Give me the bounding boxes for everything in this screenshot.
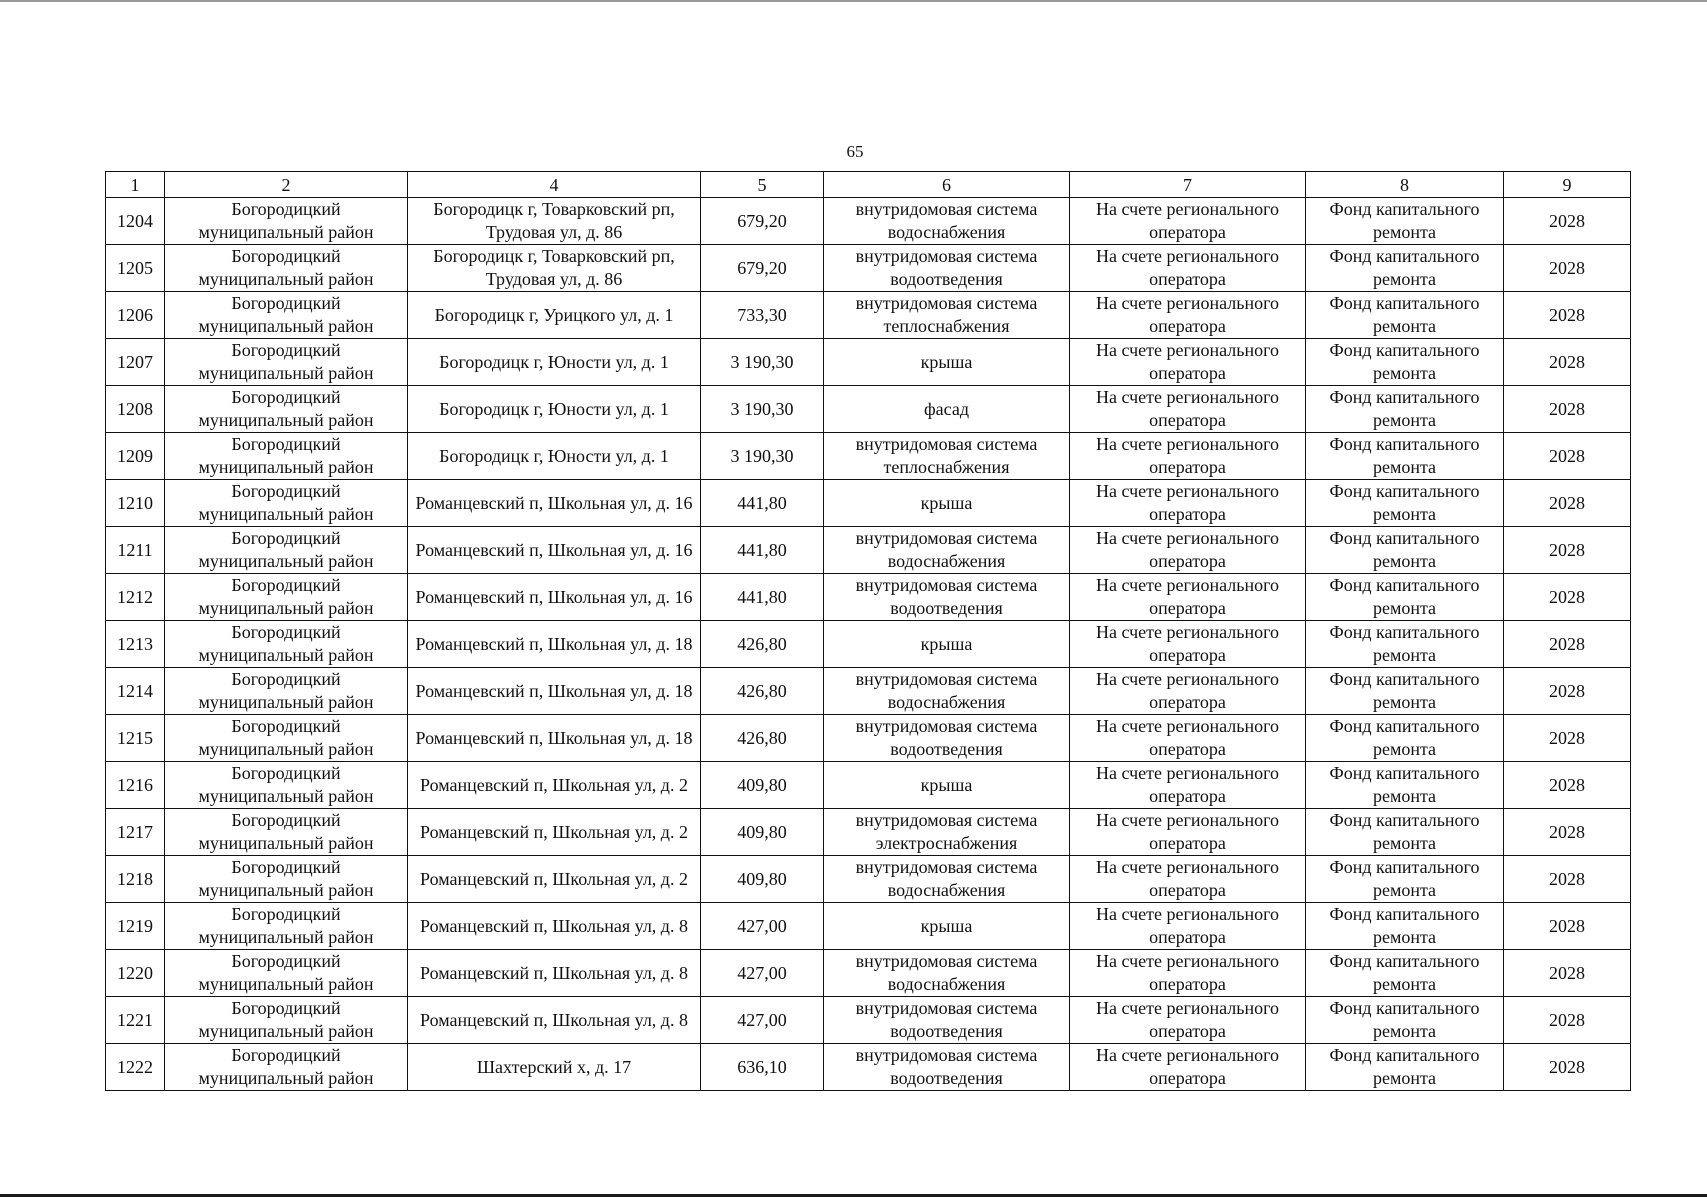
cell-district: Богородицкий муниципальный район bbox=[165, 386, 408, 433]
table-row bbox=[106, 809, 1631, 856]
cell-funding-source: Фонд капитального ремонта bbox=[1306, 621, 1504, 668]
cell-row-number: 1211 bbox=[106, 527, 165, 574]
cell-funding-source: Фонд капитального ремонта bbox=[1306, 809, 1504, 856]
cell-fund-method: На счете регионального оператора bbox=[1070, 997, 1306, 1044]
cell-area: 426,80 bbox=[701, 668, 824, 715]
cell-district: Богородицкий муниципальный район bbox=[165, 668, 408, 715]
cell-row-number: 1208 bbox=[106, 386, 165, 433]
cell-year: 2028 bbox=[1504, 245, 1631, 292]
cell-row-number: 1221 bbox=[106, 997, 165, 1044]
cell-address: Шахтерский х, д. 17 bbox=[408, 1044, 701, 1091]
cell-year: 2028 bbox=[1504, 950, 1631, 997]
cell-structural-element: внутридомовая система водоснабжения bbox=[824, 668, 1070, 715]
cell-row-number: 1212 bbox=[106, 574, 165, 621]
cell-row-number: 1216 bbox=[106, 762, 165, 809]
cell-funding-source: Фонд капитального ремонта bbox=[1306, 198, 1504, 245]
table-row bbox=[106, 574, 1631, 621]
cell-district: Богородицкий муниципальный район bbox=[165, 292, 408, 339]
table-row bbox=[106, 903, 1631, 950]
cell-address: Богородицк г, Юности ул, д. 1 bbox=[408, 339, 701, 386]
table-row bbox=[106, 245, 1631, 292]
cell-funding-source: Фонд капитального ремонта bbox=[1306, 715, 1504, 762]
cell-year: 2028 bbox=[1504, 339, 1631, 386]
cell-address: Романцевский п, Школьная ул, д. 2 bbox=[408, 762, 701, 809]
cell-district: Богородицкий муниципальный район bbox=[165, 480, 408, 527]
cell-row-number: 1206 bbox=[106, 292, 165, 339]
cell-fund-method: На счете регионального оператора bbox=[1070, 950, 1306, 997]
cell-year: 2028 bbox=[1504, 433, 1631, 480]
cell-fund-method: На счете регионального оператора bbox=[1070, 527, 1306, 574]
cell-year: 2028 bbox=[1504, 292, 1631, 339]
cell-fund-method: На счете регионального оператора bbox=[1070, 621, 1306, 668]
cell-structural-element: внутридомовая система теплоснабжения bbox=[824, 292, 1070, 339]
cell-area: 3 190,30 bbox=[701, 433, 824, 480]
table-row bbox=[106, 480, 1631, 527]
cell-area: 427,00 bbox=[701, 903, 824, 950]
cell-district: Богородицкий муниципальный район bbox=[165, 621, 408, 668]
table-body bbox=[106, 198, 1631, 1091]
cell-row-number: 1214 bbox=[106, 668, 165, 715]
cell-district: Богородицкий муниципальный район bbox=[165, 1044, 408, 1091]
cell-funding-source: Фонд капитального ремонта bbox=[1306, 903, 1504, 950]
cell-structural-element: крыша bbox=[824, 621, 1070, 668]
cell-funding-source: Фонд капитального ремонта bbox=[1306, 292, 1504, 339]
cell-structural-element: внутридомовая система водоотведения bbox=[824, 574, 1070, 621]
cell-district: Богородицкий муниципальный район bbox=[165, 762, 408, 809]
cell-row-number: 1213 bbox=[106, 621, 165, 668]
cell-structural-element: внутридомовая система электроснабжения bbox=[824, 809, 1070, 856]
table-row bbox=[106, 856, 1631, 903]
cell-fund-method: На счете регионального оператора bbox=[1070, 433, 1306, 480]
cell-year: 2028 bbox=[1504, 198, 1631, 245]
cell-structural-element: внутридомовая система водоотведения bbox=[824, 245, 1070, 292]
cell-structural-element: крыша bbox=[824, 339, 1070, 386]
cell-area: 441,80 bbox=[701, 480, 824, 527]
cell-row-number: 1222 bbox=[106, 1044, 165, 1091]
table-row bbox=[106, 715, 1631, 762]
cell-area: 409,80 bbox=[701, 856, 824, 903]
cell-address: Романцевский п, Школьная ул, д. 8 bbox=[408, 903, 701, 950]
table-row bbox=[106, 292, 1631, 339]
cell-area: 409,80 bbox=[701, 762, 824, 809]
cell-structural-element: внутридомовая система водоотведения bbox=[824, 997, 1070, 1044]
cell-row-number: 1217 bbox=[106, 809, 165, 856]
cell-year: 2028 bbox=[1504, 903, 1631, 950]
header-row bbox=[106, 172, 1631, 198]
cell-fund-method: На счете регионального оператора bbox=[1070, 668, 1306, 715]
column-header-1: 1 bbox=[106, 172, 165, 198]
cell-address: Романцевский п, Школьная ул, д. 2 bbox=[408, 809, 701, 856]
cell-structural-element: внутридомовая система теплоснабжения bbox=[824, 433, 1070, 480]
cell-area: 733,30 bbox=[701, 292, 824, 339]
cell-fund-method: На счете регионального оператора bbox=[1070, 1044, 1306, 1091]
cell-funding-source: Фонд капитального ремонта bbox=[1306, 386, 1504, 433]
cell-row-number: 1205 bbox=[106, 245, 165, 292]
table-row bbox=[106, 621, 1631, 668]
cell-funding-source: Фонд капитального ремонта bbox=[1306, 245, 1504, 292]
cell-address: Богородицк г, Юности ул, д. 1 bbox=[408, 386, 701, 433]
cell-address: Романцевский п, Школьная ул, д. 18 bbox=[408, 668, 701, 715]
cell-district: Богородицкий муниципальный район bbox=[165, 997, 408, 1044]
cell-address: Богородицк г, Юности ул, д. 1 bbox=[408, 433, 701, 480]
table-row bbox=[106, 339, 1631, 386]
table-row bbox=[106, 950, 1631, 997]
cell-address: Богородицк г, Урицкого ул, д. 1 bbox=[408, 292, 701, 339]
cell-year: 2028 bbox=[1504, 809, 1631, 856]
cell-fund-method: На счете регионального оператора bbox=[1070, 198, 1306, 245]
cell-funding-source: Фонд капитального ремонта bbox=[1306, 433, 1504, 480]
cell-district: Богородицкий муниципальный район bbox=[165, 715, 408, 762]
column-header-4: 4 bbox=[408, 172, 701, 198]
cell-funding-source: Фонд капитального ремонта bbox=[1306, 997, 1504, 1044]
cell-area: 426,80 bbox=[701, 715, 824, 762]
cell-district: Богородицкий муниципальный район bbox=[165, 527, 408, 574]
capital-repair-table bbox=[105, 171, 1631, 1091]
cell-district: Богородицкий муниципальный район bbox=[165, 950, 408, 997]
cell-funding-source: Фонд капитального ремонта bbox=[1306, 574, 1504, 621]
cell-area: 636,10 bbox=[701, 1044, 824, 1091]
cell-fund-method: На счете регионального оператора bbox=[1070, 809, 1306, 856]
cell-structural-element: крыша bbox=[824, 903, 1070, 950]
cell-area: 427,00 bbox=[701, 950, 824, 997]
cell-fund-method: На счете регионального оператора bbox=[1070, 386, 1306, 433]
cell-fund-method: На счете регионального оператора bbox=[1070, 292, 1306, 339]
cell-funding-source: Фонд капитального ремонта bbox=[1306, 480, 1504, 527]
cell-row-number: 1209 bbox=[106, 433, 165, 480]
cell-district: Богородицкий муниципальный район bbox=[165, 198, 408, 245]
cell-row-number: 1220 bbox=[106, 950, 165, 997]
cell-funding-source: Фонд капитального ремонта bbox=[1306, 1044, 1504, 1091]
cell-funding-source: Фонд капитального ремонта bbox=[1306, 950, 1504, 997]
cell-year: 2028 bbox=[1504, 386, 1631, 433]
cell-year: 2028 bbox=[1504, 1044, 1631, 1091]
cell-address: Романцевский п, Школьная ул, д. 16 bbox=[408, 574, 701, 621]
cell-funding-source: Фонд капитального ремонта bbox=[1306, 527, 1504, 574]
column-header-2: 2 bbox=[165, 172, 408, 198]
table-row bbox=[106, 433, 1631, 480]
cell-address: Романцевский п, Школьная ул, д. 16 bbox=[408, 480, 701, 527]
cell-address: Романцевский п, Школьная ул, д. 8 bbox=[408, 997, 701, 1044]
cell-area: 426,80 bbox=[701, 621, 824, 668]
column-header-6: 6 bbox=[824, 172, 1070, 198]
cell-area: 3 190,30 bbox=[701, 386, 824, 433]
cell-year: 2028 bbox=[1504, 997, 1631, 1044]
cell-year: 2028 bbox=[1504, 527, 1631, 574]
cell-row-number: 1210 bbox=[106, 480, 165, 527]
cell-fund-method: На счете регионального оператора bbox=[1070, 339, 1306, 386]
table-row bbox=[106, 1044, 1631, 1091]
cell-address: Романцевский п, Школьная ул, д. 18 bbox=[408, 621, 701, 668]
cell-fund-method: На счете регионального оператора bbox=[1070, 762, 1306, 809]
cell-address: Романцевский п, Школьная ул, д. 18 bbox=[408, 715, 701, 762]
cell-address: Романцевский п, Школьная ул, д. 2 bbox=[408, 856, 701, 903]
cell-area: 427,00 bbox=[701, 997, 824, 1044]
cell-fund-method: На счете регионального оператора bbox=[1070, 856, 1306, 903]
cell-funding-source: Фонд капитального ремонта bbox=[1306, 856, 1504, 903]
cell-year: 2028 bbox=[1504, 621, 1631, 668]
cell-structural-element: внутридомовая система водоснабжения bbox=[824, 198, 1070, 245]
cell-structural-element: внутридомовая система водоснабжения bbox=[824, 527, 1070, 574]
table-header bbox=[106, 172, 1631, 198]
cell-structural-element: крыша bbox=[824, 480, 1070, 527]
cell-district: Богородицкий муниципальный район bbox=[165, 433, 408, 480]
column-header-5: 5 bbox=[701, 172, 824, 198]
cell-structural-element: фасад bbox=[824, 386, 1070, 433]
table-row bbox=[106, 198, 1631, 245]
cell-district: Богородицкий муниципальный район bbox=[165, 339, 408, 386]
cell-fund-method: На счете регионального оператора bbox=[1070, 480, 1306, 527]
cell-district: Богородицкий муниципальный район bbox=[165, 809, 408, 856]
cell-year: 2028 bbox=[1504, 668, 1631, 715]
cell-area: 441,80 bbox=[701, 574, 824, 621]
table-row bbox=[106, 386, 1631, 433]
cell-year: 2028 bbox=[1504, 715, 1631, 762]
cell-area: 441,80 bbox=[701, 527, 824, 574]
cell-structural-element: внутридомовая система водоснабжения bbox=[824, 856, 1070, 903]
cell-address: Романцевский п, Школьная ул, д. 16 bbox=[408, 527, 701, 574]
cell-structural-element: внутридомовая система водоотведения bbox=[824, 1044, 1070, 1091]
table-row bbox=[106, 997, 1631, 1044]
cell-funding-source: Фонд капитального ремонта bbox=[1306, 762, 1504, 809]
page-bottom-border bbox=[0, 1194, 1707, 1197]
page-number: 65 bbox=[846, 142, 864, 161]
column-header-7: 7 bbox=[1070, 172, 1306, 198]
cell-address: Богородицк г, Товарковский рп, Трудовая ул, д. 86 bbox=[408, 198, 701, 245]
table-row bbox=[106, 668, 1631, 715]
cell-row-number: 1204 bbox=[106, 198, 165, 245]
cell-structural-element: крыша bbox=[824, 762, 1070, 809]
column-header-9: 9 bbox=[1504, 172, 1631, 198]
column-header-8: 8 bbox=[1306, 172, 1504, 198]
cell-row-number: 1207 bbox=[106, 339, 165, 386]
cell-area: 409,80 bbox=[701, 809, 824, 856]
cell-row-number: 1219 bbox=[106, 903, 165, 950]
cell-area: 679,20 bbox=[701, 198, 824, 245]
cell-structural-element: внутридомовая система водоснабжения bbox=[824, 950, 1070, 997]
cell-district: Богородицкий муниципальный район bbox=[165, 245, 408, 292]
cell-address: Романцевский п, Школьная ул, д. 8 bbox=[408, 950, 701, 997]
cell-year: 2028 bbox=[1504, 856, 1631, 903]
page-top-border bbox=[0, 0, 1707, 2]
table-row bbox=[106, 527, 1631, 574]
cell-district: Богородицкий муниципальный район bbox=[165, 574, 408, 621]
cell-address: Богородицк г, Товарковский рп, Трудовая ул, д. 86 bbox=[408, 245, 701, 292]
cell-funding-source: Фонд капитального ремонта bbox=[1306, 668, 1504, 715]
cell-year: 2028 bbox=[1504, 574, 1631, 621]
cell-fund-method: На счете регионального оператора bbox=[1070, 903, 1306, 950]
cell-area: 679,20 bbox=[701, 245, 824, 292]
cell-structural-element: внутридомовая система водоотведения bbox=[824, 715, 1070, 762]
cell-row-number: 1215 bbox=[106, 715, 165, 762]
cell-district: Богородицкий муниципальный район bbox=[165, 856, 408, 903]
cell-year: 2028 bbox=[1504, 762, 1631, 809]
cell-fund-method: На счете регионального оператора bbox=[1070, 715, 1306, 762]
cell-fund-method: На счете регионального оператора bbox=[1070, 245, 1306, 292]
table-row bbox=[106, 762, 1631, 809]
cell-district: Богородицкий муниципальный район bbox=[165, 903, 408, 950]
cell-area: 3 190,30 bbox=[701, 339, 824, 386]
cell-row-number: 1218 bbox=[106, 856, 165, 903]
cell-fund-method: На счете регионального оператора bbox=[1070, 574, 1306, 621]
cell-year: 2028 bbox=[1504, 480, 1631, 527]
cell-funding-source: Фонд капитального ремонта bbox=[1306, 339, 1504, 386]
